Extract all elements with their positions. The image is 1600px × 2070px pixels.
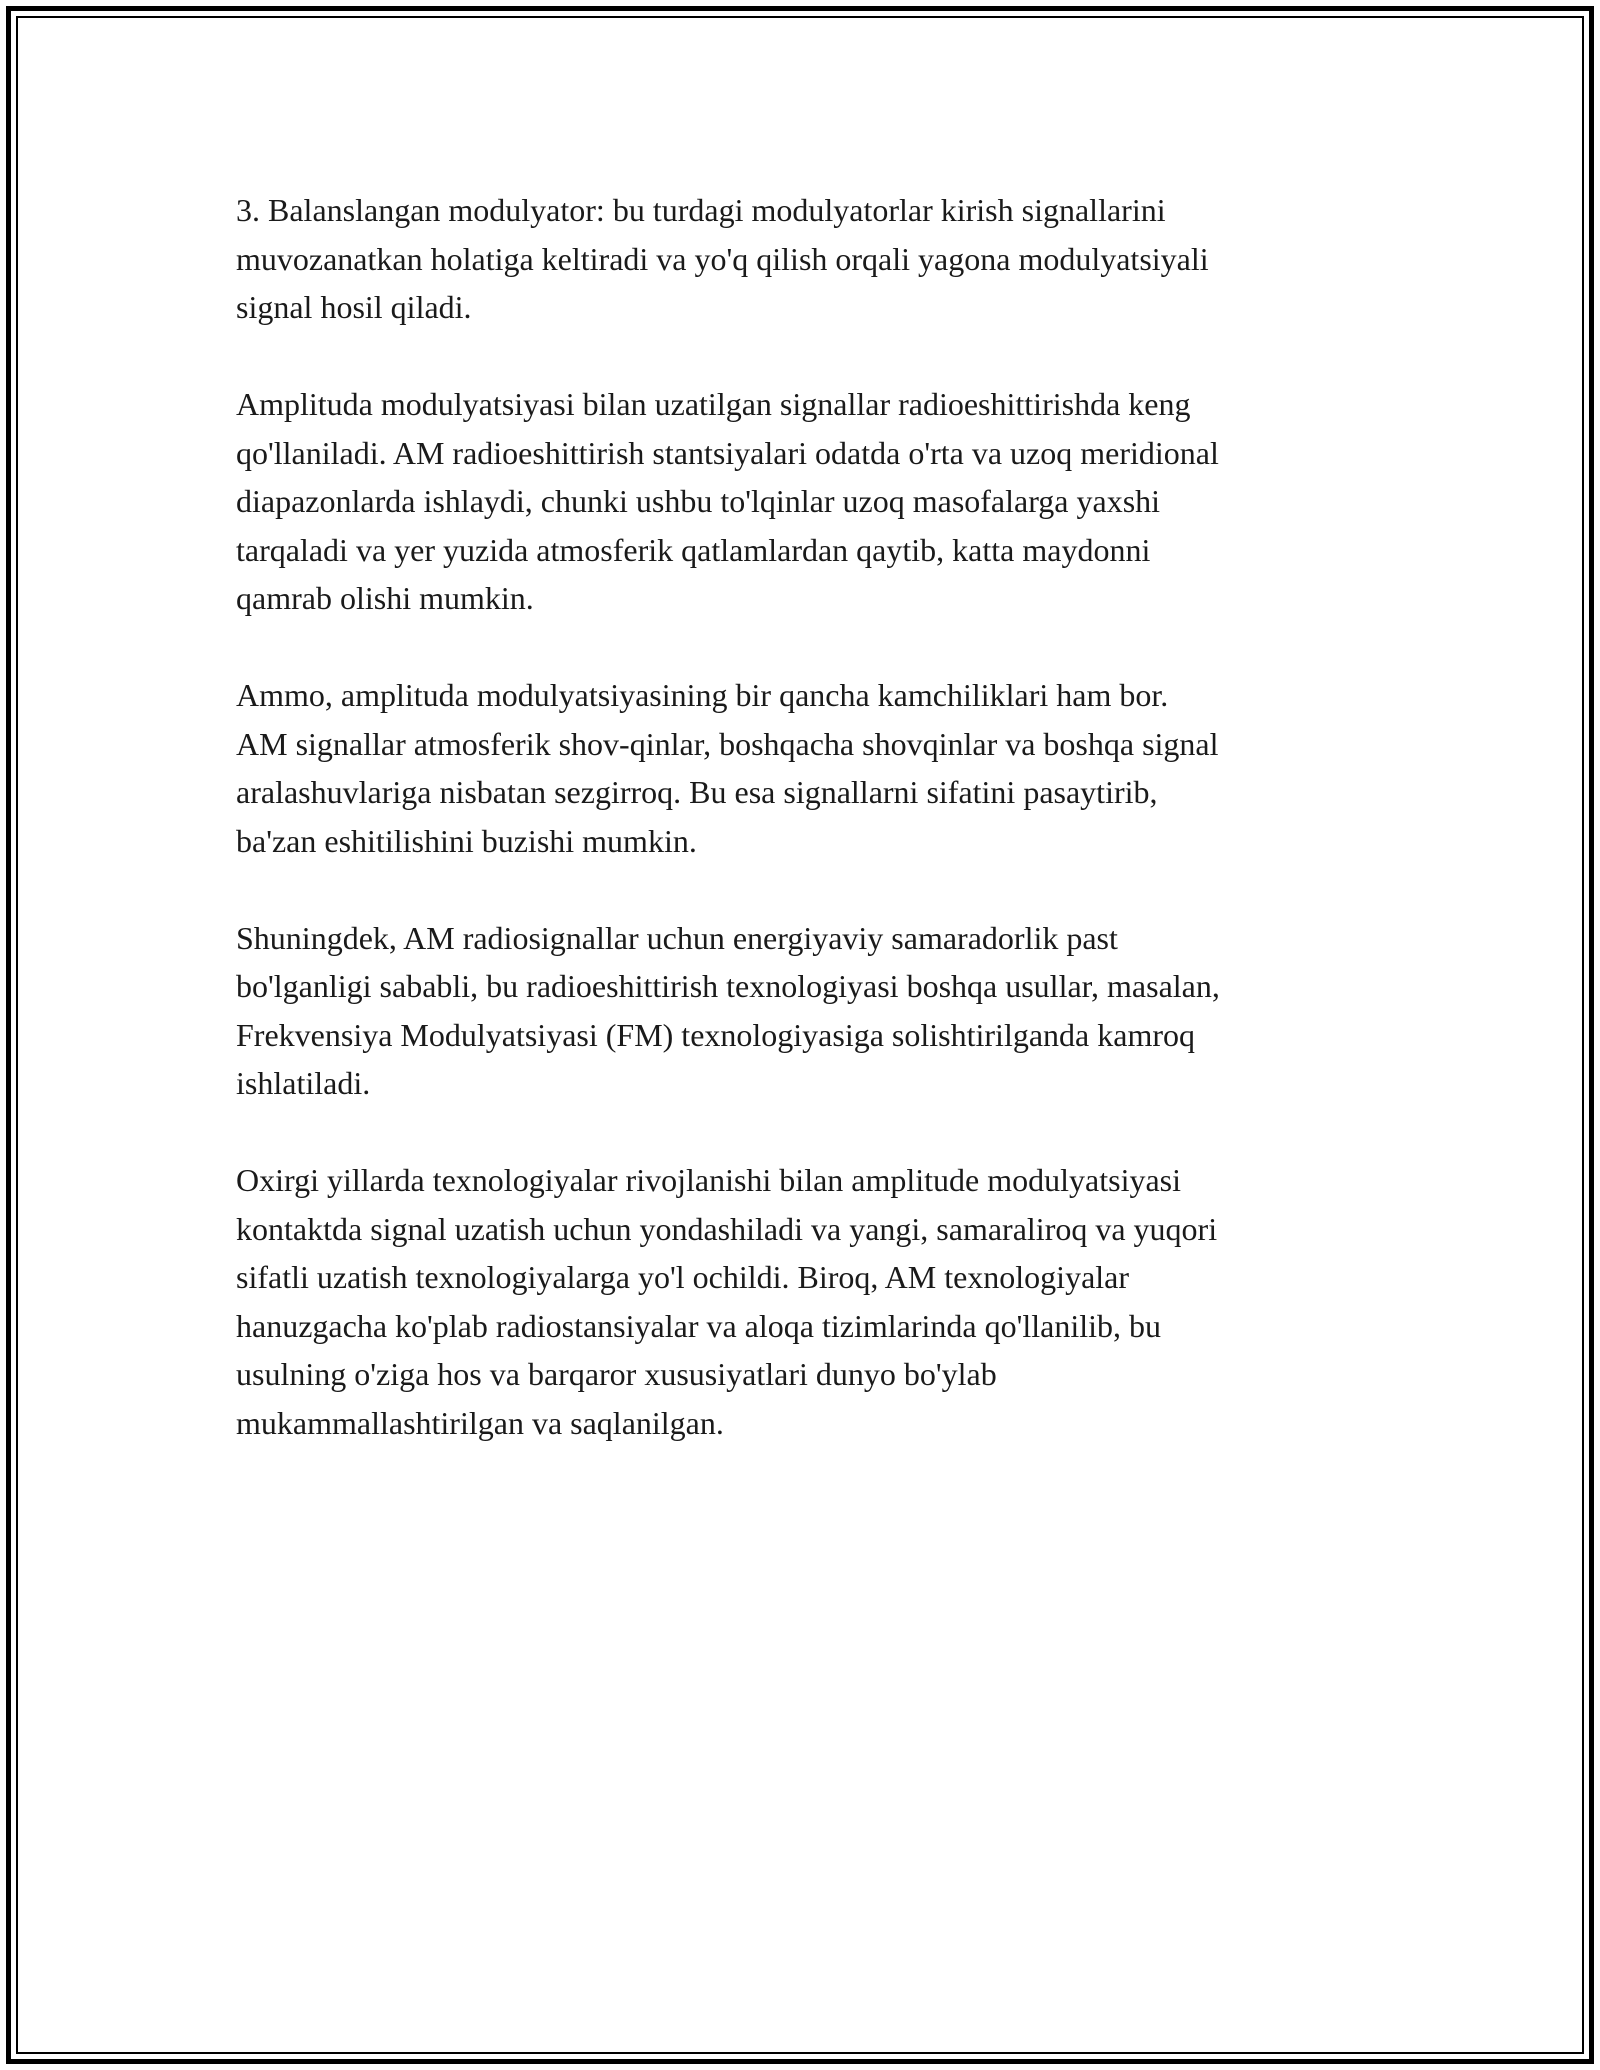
text-line: Frekvensiya Modulyatsiyasi (FM) texnologiyasiga solishtirilganda kamroq xyxy=(236,1016,1195,1053)
text-line: ba'zan eshitilishini buzishi mumkin. xyxy=(236,822,697,859)
text-line: bo'lganligi sababli, bu radioeshittirish texnologiyasi boshqa usullar, masalan, xyxy=(236,968,1220,1004)
text-line: Ammo, amplituda modulyatsiyasining bir qancha kamchiliklari ham bor. xyxy=(236,677,1169,713)
text-line: Oxirgi yillarda texnologiyalar rivojlanishi bilan amplitude modulyatsiyasi xyxy=(236,1162,1182,1198)
text-line: qamrab olishi mumkin. xyxy=(236,580,534,616)
text-line: ishlatiladi. xyxy=(236,1065,371,1101)
paragraph-recent-years xyxy=(236,1156,1376,1447)
text-line: usulning o'ziga hos va barqaror xususiyatlari dunyo bo'ylab xyxy=(236,1356,997,1392)
text-line: mukammallashtirilgan va saqlanilgan. xyxy=(236,1404,724,1441)
text-line: qo'llaniladi. AM radioeshittirish stantsiyalari odatda o'rta va uzoq meridional xyxy=(236,434,1219,471)
text-line: Amplituda modulyatsiyasi bilan uzatilgan signallar radioeshittirishda keng xyxy=(236,386,1191,422)
paragraph-am-drawbacks xyxy=(236,671,1376,865)
text-line: sifatli uzatish texnologiyalarga yo'l ochildi. Biroq, AM texnologiyalar xyxy=(236,1259,1130,1295)
paragraph-energy-efficiency xyxy=(236,914,1376,1108)
text-line: AM signallar atmosferik shov-qinlar, boshqacha shovqinlar va boshqa signal xyxy=(236,725,1219,762)
text-line: muvozanatkan holatiga keltiradi va yo'q qilish orqali yagona modulyatsiyali xyxy=(236,240,1209,277)
text-line: signal hosil qiladi. xyxy=(236,289,472,325)
text-line: diapazonlarda ishlaydi, chunki ushbu to'lqinlar uzoq masofalarga yaxshi xyxy=(236,483,1161,519)
text-line: hanuzgacha ko'plab radiostansiyalar va aloqa tizimlarinda qo'llanilib, bu xyxy=(236,1307,1161,1344)
document-body xyxy=(236,186,1376,1496)
text-line: kontaktda signal uzatish uchun yondashiladi va yangi, samaraliroq va yuqori xyxy=(236,1210,1218,1247)
paragraph-balanced-modulator xyxy=(236,186,1376,332)
text-line: 3. Balanslangan modulyator: bu turdagi modulyatorlar kirish signallarini xyxy=(236,192,1166,228)
text-line: Shuningdek, AM radiosignallar uchun energiyaviy samaradorlik past xyxy=(236,919,1118,956)
paragraph-am-broadcasting xyxy=(236,380,1376,623)
text-line: tarqaladi va yer yuzida atmosferik qatlamlardan qaytib, katta maydonni xyxy=(236,531,1151,568)
text-line: aralashuvlariga nisbatan sezgirroq. Bu esa signallarni sifatini pasaytirib, xyxy=(236,774,1158,810)
